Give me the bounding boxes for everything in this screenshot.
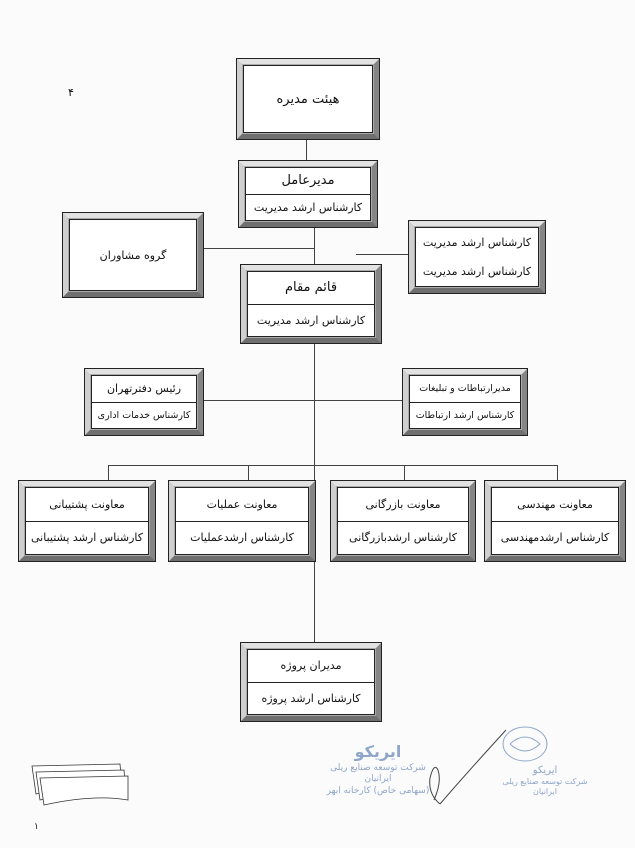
connector-advisors bbox=[204, 248, 314, 249]
tehran-office-staff: کارشناس خدمات اداری bbox=[92, 402, 196, 429]
deputy-staff: کارشناس ارشد مدیریت bbox=[248, 304, 374, 337]
board-of-directors-box bbox=[236, 58, 380, 140]
advisors-title: گروه مشاوران bbox=[99, 248, 167, 262]
board-title: هیئت مدیره bbox=[276, 91, 340, 107]
projects-box bbox=[240, 642, 382, 722]
deputy-title: قائم مقام bbox=[284, 280, 338, 296]
commercial-staff: کارشناس ارشدبازرگانی bbox=[338, 521, 468, 555]
seal-brand: ایریکو bbox=[532, 765, 558, 776]
stamp-type: (سهامی خاص) کارخانه ابهر bbox=[326, 786, 430, 797]
signature-mark bbox=[404, 726, 514, 812]
stamp-company: شرکت توسعه صنایع ریلی ایرانیان bbox=[330, 762, 426, 785]
commercial-box bbox=[330, 480, 476, 562]
projects-staff: کارشناس ارشد پروژه bbox=[248, 682, 374, 715]
ceo-staff-line-1: کارشناس ارشد مدیریت bbox=[422, 236, 532, 249]
support-staff: کارشناس ارشد پشتیبانی bbox=[26, 521, 148, 555]
deputy-box bbox=[240, 264, 382, 344]
stacked-papers-icon bbox=[28, 760, 132, 806]
operations-staff: کارشناس ارشدعملیات bbox=[176, 521, 308, 555]
ceo-staff: کارشناس ارشد مدیریت bbox=[246, 194, 370, 221]
communications-box bbox=[402, 368, 528, 436]
ceo-title: مدیرعامل bbox=[281, 173, 335, 189]
communications-title: مدیرارتباطات و تبلیغات bbox=[419, 383, 511, 395]
company-seal bbox=[502, 764, 588, 798]
operations-title: معاونت عملیات bbox=[206, 497, 278, 511]
engineering-title: معاونت مهندسی bbox=[517, 497, 593, 511]
ceo-staff-box bbox=[408, 220, 546, 294]
tehran-office-title: رئیس دفترتهران bbox=[106, 382, 182, 396]
communications-staff: کارشناس ارشد ارتباطات bbox=[410, 402, 520, 429]
connector-board-ceo bbox=[306, 140, 307, 162]
stamp-brand: ایریکو bbox=[354, 742, 402, 761]
ceo-staff-line-2: کارشناس ارشد مدیریت bbox=[422, 265, 532, 278]
corner-number: ۱ bbox=[34, 822, 39, 832]
connector-ceo-staff bbox=[356, 254, 412, 255]
ceo-box bbox=[238, 160, 378, 228]
company-seal-icon bbox=[500, 724, 550, 764]
tehran-office-box bbox=[84, 368, 204, 436]
page-number: ۴ bbox=[68, 86, 74, 99]
support-title: معاونت پشتیبانی bbox=[49, 497, 125, 511]
connector-ceo-deputy bbox=[314, 226, 315, 266]
engineering-staff: کارشناس ارشدمهندسی bbox=[492, 521, 618, 555]
support-box bbox=[18, 480, 156, 562]
connector-mid-horizontal bbox=[200, 400, 406, 401]
advisors-box bbox=[62, 212, 204, 298]
engineering-box bbox=[484, 480, 626, 562]
operations-box bbox=[168, 480, 316, 562]
connector-deputies-bar bbox=[108, 465, 558, 466]
projects-title: مدیران پروژه bbox=[280, 659, 342, 673]
commercial-title: معاونت بازرگانی bbox=[365, 497, 441, 511]
seal-company: شرکت توسعه صنایع ریلی ایرانیان bbox=[502, 777, 588, 797]
